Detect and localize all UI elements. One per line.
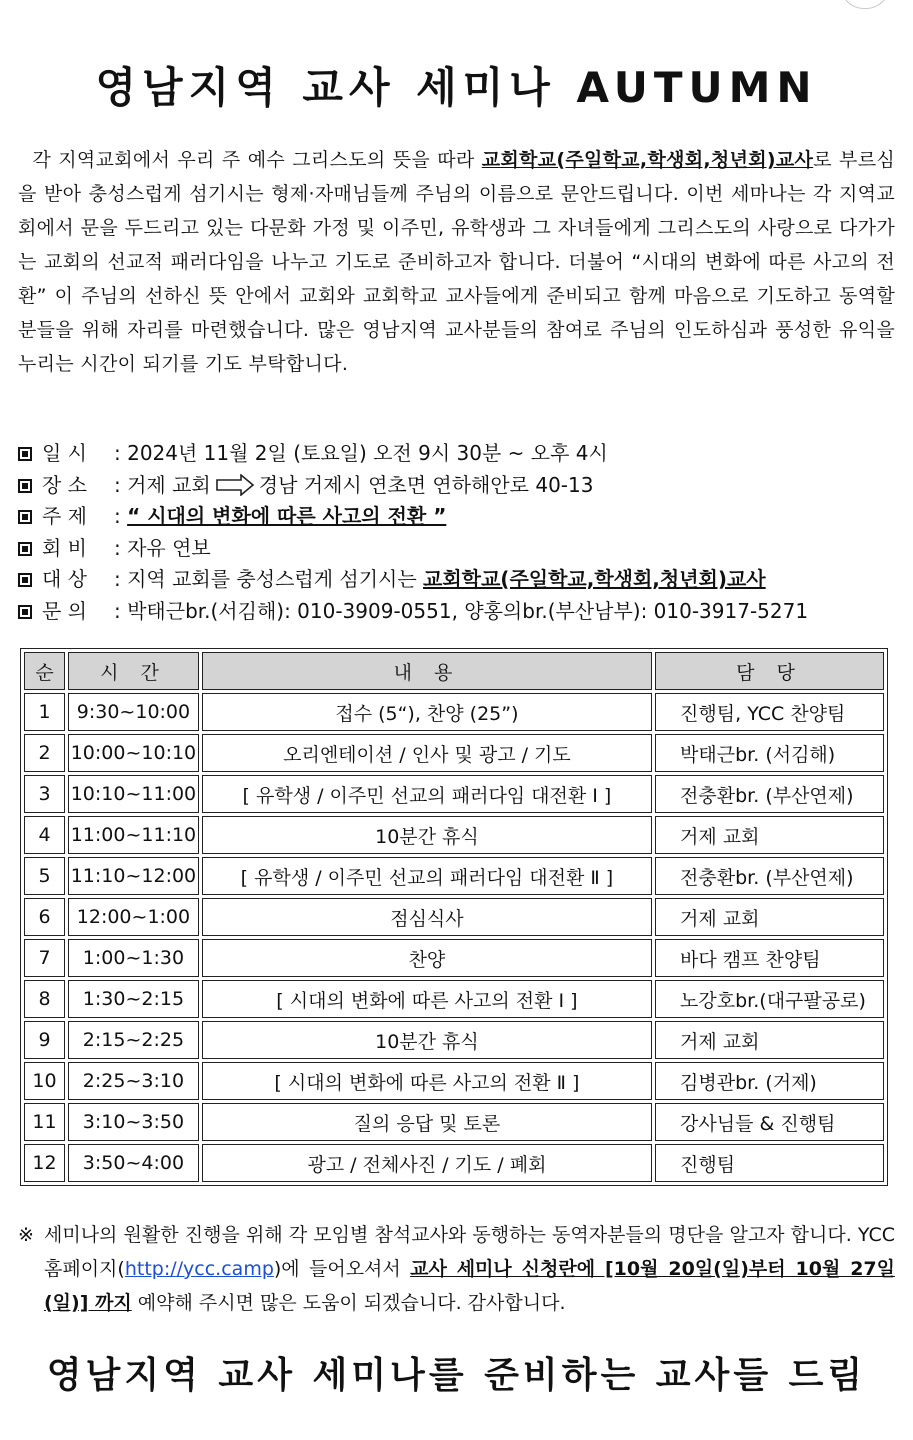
cell-no: 5	[24, 857, 65, 895]
intro-text-2: 로 부르심을 받아 충성스럽게 섬기시는 형제·자매님들께 주님의 이름으로 문안드립니다. 이번 세마나는 각 지역교회에서 문을 두드리고 있는 다문화 가정 및 이주민, 유학생과 그 자녀들에게 그리스도의 사랑으로 다가가는 교회의 선교적 패러다임을 나누고 기도로 준비하고자 합니다. 더불어 “시대의 변화에 따른 사고의 전환” 이 주님의 선하신 뜻 안에서 교회와 교회학교 교사들에게 준비되고 함께 마음으로 기도하고 동역할 분들을 위해 자리를 마련했습니다. 많은 영남지역 교사분들의 참여로 주님의 인도하심과 풍성한 유익을 누리는 시간이 되기를 기도 부탁합니다.	[18, 149, 895, 375]
info-value: 거제 교회	[127, 472, 211, 497]
table-row	[24, 980, 884, 1018]
table-row	[24, 1103, 884, 1141]
cell-who: 바다 캠프 찬양팀	[655, 939, 884, 977]
cell-no: 4	[24, 816, 65, 854]
info-value: “ 시대의 변화에 따른 사고의 전환 ”	[127, 504, 447, 528]
cell-who: 진행팀	[655, 1144, 884, 1182]
header-content: 내 용	[202, 652, 652, 690]
cell-content: 10분간 휴식	[202, 1021, 652, 1059]
table-header-row	[24, 652, 884, 690]
cell-no: 2	[24, 734, 65, 772]
bullet-square-icon	[18, 447, 32, 461]
cell-time: 9:30~10:00	[68, 693, 199, 731]
cell-who: 전충환br. (부산연제)	[655, 857, 884, 895]
header-no: 순	[24, 652, 65, 690]
info-value: 박태근br.(서김해): 010-3909-0551, 양홍의br.(부산남부): 010-3917-5271	[127, 598, 809, 623]
bullet-square-icon	[18, 510, 32, 524]
bullet-square-icon	[18, 542, 32, 556]
cell-who: 강사님들 & 진행팀	[655, 1103, 884, 1141]
cell-time: 11:00~11:10	[68, 816, 199, 854]
cell-content: 점심식사	[202, 898, 652, 936]
note-mark: ※	[18, 1224, 34, 1246]
info-value: 자유 연보	[127, 535, 211, 560]
cell-who: 노강호br.(대구팔공로)	[655, 980, 884, 1018]
info-label: 장 소	[42, 472, 87, 497]
cell-who: 거제 교회	[655, 1021, 884, 1059]
table-row	[24, 1021, 884, 1059]
table-row	[24, 939, 884, 977]
info-fee: 회 비 : 자유 연보	[18, 533, 895, 565]
cell-no: 10	[24, 1062, 65, 1100]
note-text-2: )에 들어오셔서	[273, 1258, 411, 1280]
info-value-address: 경남 거제시 연초면 연하해안로 40-13	[258, 472, 594, 497]
page-title: 영남지역 교사 세미나 AUTUMN	[95, 63, 818, 112]
cell-content: 찬양	[202, 939, 652, 977]
header-who: 담 당	[655, 652, 884, 690]
cell-time: 2:15~2:25	[68, 1021, 199, 1059]
corner-button[interactable]	[840, 0, 890, 9]
cell-who: 진행팀, YCC 찬양팀	[655, 693, 884, 731]
intro-text-1: 각 지역교회에서 우리 주 예수 그리스도의 뜻을 따라	[32, 149, 482, 171]
cell-content: [ 시대의 변화에 따른 사고의 전환 Ⅱ ]	[202, 1062, 652, 1100]
cell-who: 거제 교회	[655, 898, 884, 936]
info-label: 문 의	[42, 598, 87, 623]
cell-no: 11	[24, 1103, 65, 1141]
cell-no: 9	[24, 1021, 65, 1059]
cell-content: 질의 응답 및 토론	[202, 1103, 652, 1141]
cell-content: 오리엔테이션 / 인사 및 광고 / 기도	[202, 734, 652, 772]
note-text-1: 세미나의 원활한 진행을 위해 각 모임별 참석교사와 동행하는 동역자분들의 명단을 알고자 합니다. YCC 홈페이지(	[44, 1224, 895, 1280]
cell-time: 10:10~11:00	[68, 775, 199, 813]
table-row	[24, 816, 884, 854]
cell-no: 8	[24, 980, 65, 1018]
info-label: 일 시	[42, 441, 87, 465]
info-value: 지역 교회를 충성스럽게 섬기시는	[127, 567, 424, 591]
table-row	[24, 857, 884, 895]
info-label: 회 비	[42, 535, 87, 560]
info-theme: 주 제 : “ 시대의 변화에 따른 사고의 전환 ”	[18, 501, 895, 533]
bullet-square-icon	[18, 605, 32, 619]
cell-content: 접수 (5“), 찬양 (25”)	[202, 693, 652, 731]
cell-time: 12:00~1:00	[68, 898, 199, 936]
info-date: 일 시 : 2024년 11월 2일 (토요일) 오전 9시 30분 ~ 오후 4시	[18, 438, 895, 470]
cell-time: 3:10~3:50	[68, 1103, 199, 1141]
cell-who: 김병관br. (거제)	[655, 1062, 884, 1100]
cell-no: 12	[24, 1144, 65, 1182]
table-row	[24, 775, 884, 813]
info-place: 장 소 : 거제 교회 경남 거제시 연초면 연하해안로 40-13	[18, 470, 895, 502]
cell-content: [ 유학생 / 이주민 선교의 패러다임 대전환 Ⅰ ]	[202, 775, 652, 813]
bullet-square-icon	[18, 479, 32, 493]
cell-time: 11:10~12:00	[68, 857, 199, 895]
schedule-table	[20, 648, 888, 1186]
cell-no: 7	[24, 939, 65, 977]
cell-no: 3	[24, 775, 65, 813]
homepage-link[interactable]: http://ycc.camp	[124, 1258, 274, 1280]
cell-time: 1:00~1:30	[68, 939, 199, 977]
info-list	[18, 438, 895, 627]
note-deadline-highlight: 교사 세미나 신청란에 [10월 20일(일)부터 10월 27일(일)] 까지	[44, 1258, 895, 1314]
closing-signature: 영남지역 교사 세미나를 준비하는 교사들 드림	[46, 1355, 867, 1396]
info-label: 주 제	[42, 504, 87, 528]
cell-time: 2:25~3:10	[68, 1062, 199, 1100]
cell-no: 1	[24, 693, 65, 731]
cell-who: 전충환br. (부산연제)	[655, 775, 884, 813]
info-label: 대 상	[42, 567, 87, 591]
cell-who: 거제 교회	[655, 816, 884, 854]
table-row	[24, 898, 884, 936]
table-row	[24, 1062, 884, 1100]
info-value-highlight: 교회학교(주일학교,학생회,청년회)교사	[423, 567, 766, 591]
info-contact: 문 의 : 박태근br.(서김해): 010-3909-0551, 양홍의br.(부산남부): 010-3917-5271	[18, 596, 895, 628]
header-time: 시 간	[68, 652, 199, 690]
cell-content: 광고 / 전체사진 / 기도 / 폐회	[202, 1144, 652, 1182]
table-row	[24, 734, 884, 772]
cell-who: 박태근br. (서김해)	[655, 734, 884, 772]
info-target: 대 상 : 지역 교회를 충성스럽게 섬기시는 교회학교(주일학교,학생회,청년회)교사	[18, 564, 895, 596]
arrow-right-icon	[215, 474, 255, 496]
note-text-3: 예약해 주시면 많은 도움이 되겠습니다. 감사합니다.	[131, 1292, 566, 1314]
cell-no: 6	[24, 898, 65, 936]
intro-teachers-highlight: 교회학교(주일학교,학생회,청년회)교사	[481, 149, 814, 171]
cell-content: [ 유학생 / 이주민 선교의 패러다임 대전환 Ⅱ ]	[202, 857, 652, 895]
table-row	[24, 1144, 884, 1182]
bullet-square-icon	[18, 573, 32, 587]
info-value: 2024년 11월 2일 (토요일) 오전 9시 30분 ~ 오후 4시	[127, 441, 608, 465]
cell-time: 3:50~4:00	[68, 1144, 199, 1182]
cell-time: 1:30~2:15	[68, 980, 199, 1018]
cell-content: 10분간 휴식	[202, 816, 652, 854]
cell-time: 10:00~10:10	[68, 734, 199, 772]
intro-paragraph	[18, 143, 895, 381]
table-row	[24, 693, 884, 731]
cell-content: [ 시대의 변화에 따른 사고의 전환 Ⅰ ]	[202, 980, 652, 1018]
registration-note	[18, 1218, 895, 1320]
